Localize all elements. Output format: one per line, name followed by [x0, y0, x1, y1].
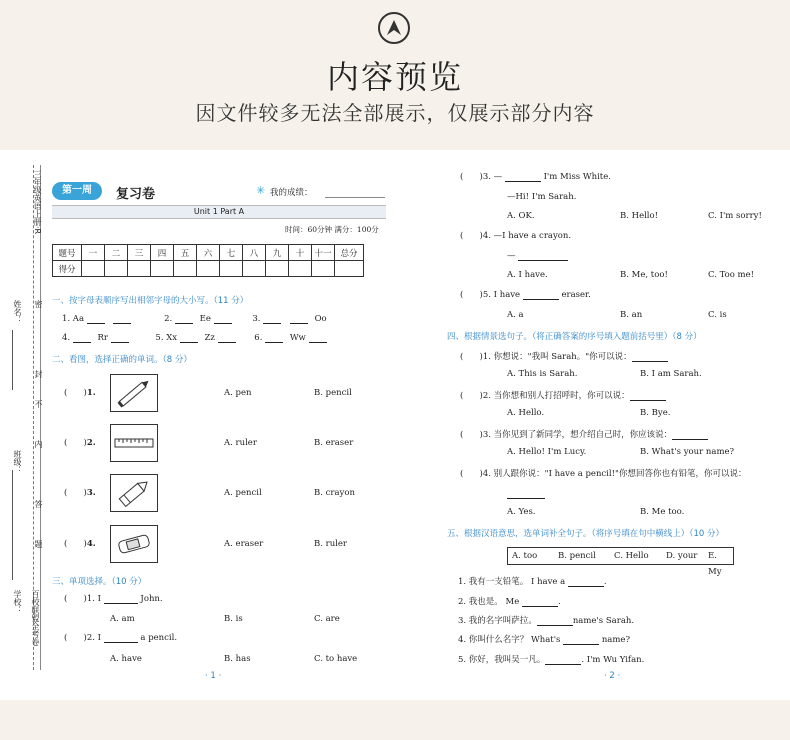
section-heading: 四、根据情景选句子。（将正确答案的序号填入题前括号里）（8 分）	[447, 332, 702, 342]
pen-icon	[110, 374, 158, 412]
star-icon: ✳	[256, 184, 266, 197]
question-row: ( )2. I a pencil.	[64, 633, 178, 643]
option-b: B. ruler	[314, 539, 347, 549]
option-a: A. This is Sarah.	[507, 369, 578, 379]
answer-paren: ( )4.	[64, 539, 96, 549]
score-label: 我的成绩：	[270, 188, 313, 198]
page-number: · 1 ·	[205, 671, 222, 681]
score-line	[325, 197, 385, 198]
school-line	[12, 520, 13, 580]
up-arrow-icon	[378, 12, 410, 44]
option-b: B. Me, too!	[620, 270, 668, 280]
option-a: A. Hello.	[507, 408, 545, 418]
seal-word: 内	[34, 440, 43, 448]
table-cell: 总分	[335, 245, 364, 261]
class-label: 班级：	[13, 450, 22, 474]
option-a: A. pencil	[224, 488, 262, 498]
table-cell: 题号	[53, 245, 82, 261]
option-c: C. I'm sorry!	[708, 211, 762, 221]
option-a: A. I have.	[507, 270, 548, 280]
option-a: A. pen	[224, 388, 252, 398]
option-a: A. eraser	[224, 539, 264, 549]
question-row: 4. Rr 5. Xx Zz 6. Ww	[62, 333, 327, 343]
table-cell: 五	[174, 245, 197, 261]
seal-word: 不	[34, 400, 43, 408]
question-row: 1. Aa 2. Ee 3. Oo	[62, 314, 327, 324]
question-row: 4. 你叫什么名字？ What's name?	[458, 635, 631, 645]
dialog-line: —	[507, 251, 568, 261]
page-subtitle: 因文件较多无法全部展示，仅展示部分内容	[195, 101, 595, 125]
seal-word: 答	[34, 500, 43, 508]
option-b: B. is	[224, 614, 243, 624]
seal-word: 密	[34, 300, 43, 308]
dialog-line: —Hi! I'm Sarah.	[507, 192, 577, 202]
answer-paren: ( )1.	[64, 388, 96, 398]
option-b: B. I am Sarah.	[640, 369, 702, 379]
answer-paren: ( )3.	[64, 488, 96, 498]
table-cell: 四	[151, 245, 174, 261]
seal-word: 封	[34, 370, 43, 378]
option-b: B. Hello!	[620, 211, 659, 221]
question-row: ( )2. 当你想和别人打招呼时，你可以说：	[460, 389, 666, 401]
table-cell: 七	[220, 245, 243, 261]
question-row: ( )1. 你想说："我叫 Sarah。"你可以说：	[460, 350, 668, 362]
section-heading: 一、按字母表顺序写出相邻字母的大小写。（11 分）	[52, 296, 249, 306]
table-cell: 九	[266, 245, 289, 261]
option-b: B. Bye.	[640, 408, 671, 418]
option-a: A. Hello! I'm Lucy.	[507, 447, 587, 457]
question-row: ( )1. I John.	[64, 594, 163, 604]
footer-area	[0, 700, 790, 740]
option-c: C. to have	[314, 654, 358, 664]
option-b: B. Me too.	[640, 507, 685, 517]
section-heading: 二、看图，选择正确的单词。（8 分）	[52, 355, 192, 365]
question-row: 1. 我有一支铅笔。 I have a .	[458, 577, 607, 587]
unit-bar: Unit 1 Part A	[52, 205, 386, 219]
answer-blank	[507, 489, 545, 499]
name-label: 姓名：	[13, 300, 22, 324]
option-b: B. What's your name?	[640, 447, 735, 457]
page-title: 内容预览	[326, 58, 463, 96]
option-b: B. has	[224, 654, 251, 664]
table-cell: 六	[197, 245, 220, 261]
score-table	[52, 244, 364, 277]
option-b: B. crayon	[314, 488, 355, 498]
option-a: A. OK.	[507, 211, 535, 221]
table-cell: 十一	[312, 245, 335, 261]
ruler-icon	[110, 424, 158, 462]
grade-label: 三年级英语上册·R	[33, 170, 42, 235]
name-line	[12, 330, 13, 390]
question-row: ( )5. I have eraser.	[460, 290, 591, 300]
question-row: ( )3. — I'm Miss White.	[460, 172, 611, 182]
section-heading: 三、单项选择。（10 分）	[52, 577, 147, 587]
option-a: A. am	[110, 614, 135, 624]
school-label: 学校：	[13, 590, 22, 614]
seal-word: 题	[34, 540, 43, 548]
option-b: B. an	[620, 310, 643, 320]
option-b: B. eraser	[314, 438, 354, 448]
answer-paren: ( )2.	[64, 438, 96, 448]
time-info: 时间：60分钟 满分：100分	[285, 225, 379, 234]
section-heading: 五、根据汉语意思，选单词补全句子。（将序号填在句中横线上）（10 分）	[447, 529, 725, 539]
option-c: C. are	[314, 614, 340, 624]
option-c: C. is	[708, 310, 727, 320]
option-a: A. a	[507, 310, 524, 320]
review-title: 复习卷	[116, 187, 156, 202]
question-row: 3. 我的名字叫萨拉。 name's Sarah.	[458, 616, 635, 626]
page-number: · 2 ·	[604, 671, 621, 681]
eraser-icon	[110, 525, 158, 563]
header-area	[0, 0, 790, 150]
table-cell: 八	[243, 245, 266, 261]
table-cell: 二	[105, 245, 128, 261]
option-c: C. Too me!	[708, 270, 755, 280]
publisher-label: 百校联盟全考卷	[31, 590, 40, 646]
question-row: ( )4. —I have a crayon.	[460, 231, 572, 241]
option-b: B. pencil	[314, 388, 352, 398]
table-cell: 一	[82, 245, 105, 261]
option-a: A. ruler	[224, 438, 257, 448]
table-cell: 十	[289, 245, 312, 261]
question-row: ( )4. 别人跟你说："I have a pencil!"你想回答你也有铅笔，你可以说：	[460, 469, 747, 479]
table-cell: 得分	[53, 261, 82, 277]
option-a: A. Yes.	[507, 507, 536, 517]
question-row: 2. 我也是。 Me .	[458, 597, 561, 607]
table-cell: 三	[128, 245, 151, 261]
crayon-icon	[110, 474, 158, 512]
week-badge: 第一周	[52, 182, 102, 200]
option-a: A. have	[110, 654, 142, 664]
question-row: ( )3. 当你见到了新同学，想介绍自己时，你应该说：	[460, 428, 708, 440]
question-row: 5. 你好，我叫吴一凡。 . I'm Wu Yifan.	[458, 655, 645, 665]
word-bank: A. too B. pencil C. Hello D. your E. My	[507, 547, 734, 565]
